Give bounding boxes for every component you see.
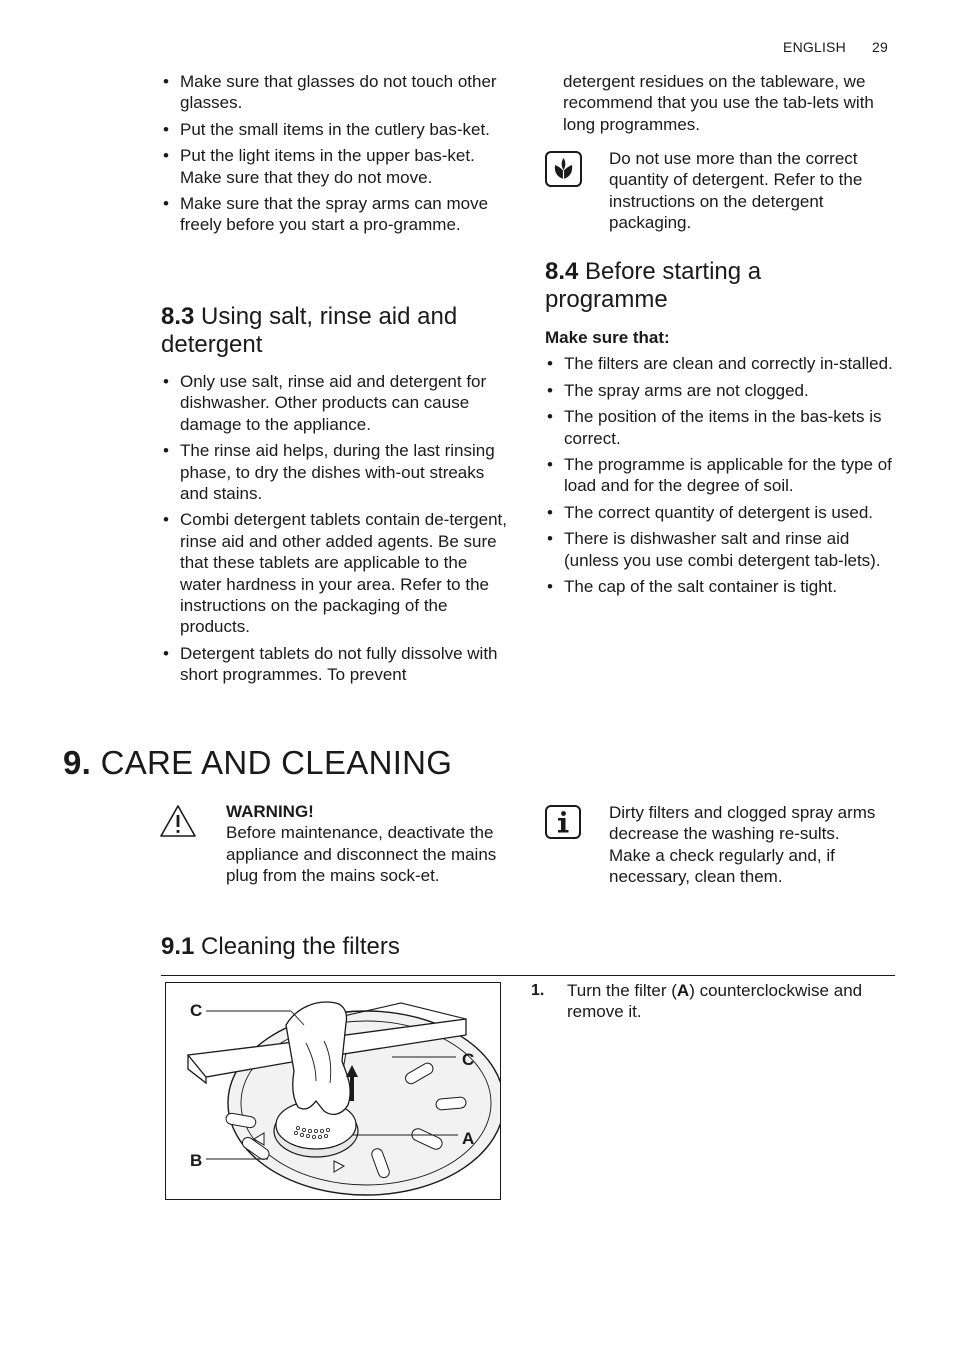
step-number: 1. [531,982,545,999]
info-block [609,802,899,888]
label-c-top: C [190,1001,203,1020]
warning-title: WARNING! [226,802,314,821]
page-header [761,39,888,55]
list-item: • Detergent tablets do not fully dissolve with short programmes. To prevent [161,643,513,686]
section-8-4-body [545,327,897,602]
section-title: Cleaning the filters [201,933,400,960]
section-number: 8.3 [161,303,195,330]
list-item: • The programme is applicable for the type of load and for the degree of soil. [545,454,897,497]
list-item: • Combi detergent tablets contain de-tergent, rinse aid and other added agents. Be sure that these tablets are applicable to the water hardness in your area. Refer to the instructions on the packaging of the products. [161,509,513,637]
step-text [531,980,895,1023]
section-number: 8.4 [545,258,579,285]
list-item: • The position of the items in the bas-kets is correct. [545,406,897,449]
header-language: ENGLISH [783,39,846,55]
list-item: • The rinse aid helps, during the last rinsing phase, to dry the dishes with-out streaks and stains. [161,440,513,504]
section-number: 9.1 [161,933,195,960]
section-8-3-heading [161,303,513,359]
label-a: A [462,1129,475,1148]
list-item: • Only use salt, rinse aid and detergent for dishwasher. Other products can cause damage to the appliance. [161,371,513,435]
list-item: • There is dishwasher salt and rinse aid (unless you use combi detergent tab-lets). [545,528,897,571]
header-page-number: 29 [872,39,888,55]
info-text-2: Make a check regularly and, if necessary, clean them. [609,845,835,887]
list-item: • The filters are clean and correctly in-stalled. [545,353,897,374]
filter-illustration [165,982,501,1200]
step-text-pre: Turn the filter ( [567,981,677,1000]
list-item: • Make sure that glasses do not touch other glasses. [161,71,513,114]
step-text-bold: A [676,981,690,1000]
list-item: • Make sure that the spray arms can move freely before you start a pro-gramme. [161,193,513,236]
step-1 [531,980,895,1023]
right-continuation-text: detergent residues on the tableware, we recommend that you use the tab-lets with long programmes. [563,72,874,134]
make-sure-lead: Make sure that: [545,328,670,347]
environment-note-text: Do not use more than the correct quantity of detergent. Refer to the instructions on the detergent packaging. [609,149,863,233]
step-text-post: ) counterclockwise and remove it. [567,981,863,1022]
list-item: • Put the small items in the cutlery bas-ket. [161,119,513,140]
environment-icon [545,151,582,187]
list-item: • The correct quantity of detergent is used. [545,502,897,523]
section-9-1-heading [161,933,561,961]
warning-block [226,801,516,887]
info-text-1: Dirty filters and clogged spray arms decrease the washing re-sults. [609,803,876,844]
warning-text: Before maintenance, deactivate the appliance and disconnect the mains plug from the mains sock-et. [226,823,497,886]
section-8-4-bullet-list [545,353,897,597]
list-item: • The spray arms are not clogged. [545,380,897,401]
left-bullet-list [161,71,513,236]
chapter-number: 9. [63,744,92,781]
warning-icon [158,803,198,839]
list-item: • The cap of the salt container is tight. [545,576,897,597]
section-title: Before starting a programme [545,258,762,313]
section-8-3-bullet-list [161,371,513,686]
chapter-title: CARE AND CLEANING [100,744,453,781]
section-8-4-heading [545,258,885,314]
left-column-top [161,71,513,241]
info-icon [545,805,581,839]
label-b: B [190,1151,203,1170]
section-title: Using salt, rinse aid and detergent [161,303,458,358]
section-rule [161,975,895,976]
filter-drawing [166,983,500,1199]
section-8-3-body [161,371,513,691]
chapter-9-heading [63,744,763,782]
list-item: • Put the light items in the upper bas-ket. Make sure that they do not move. [161,145,513,188]
label-c-right: C [462,1050,475,1069]
